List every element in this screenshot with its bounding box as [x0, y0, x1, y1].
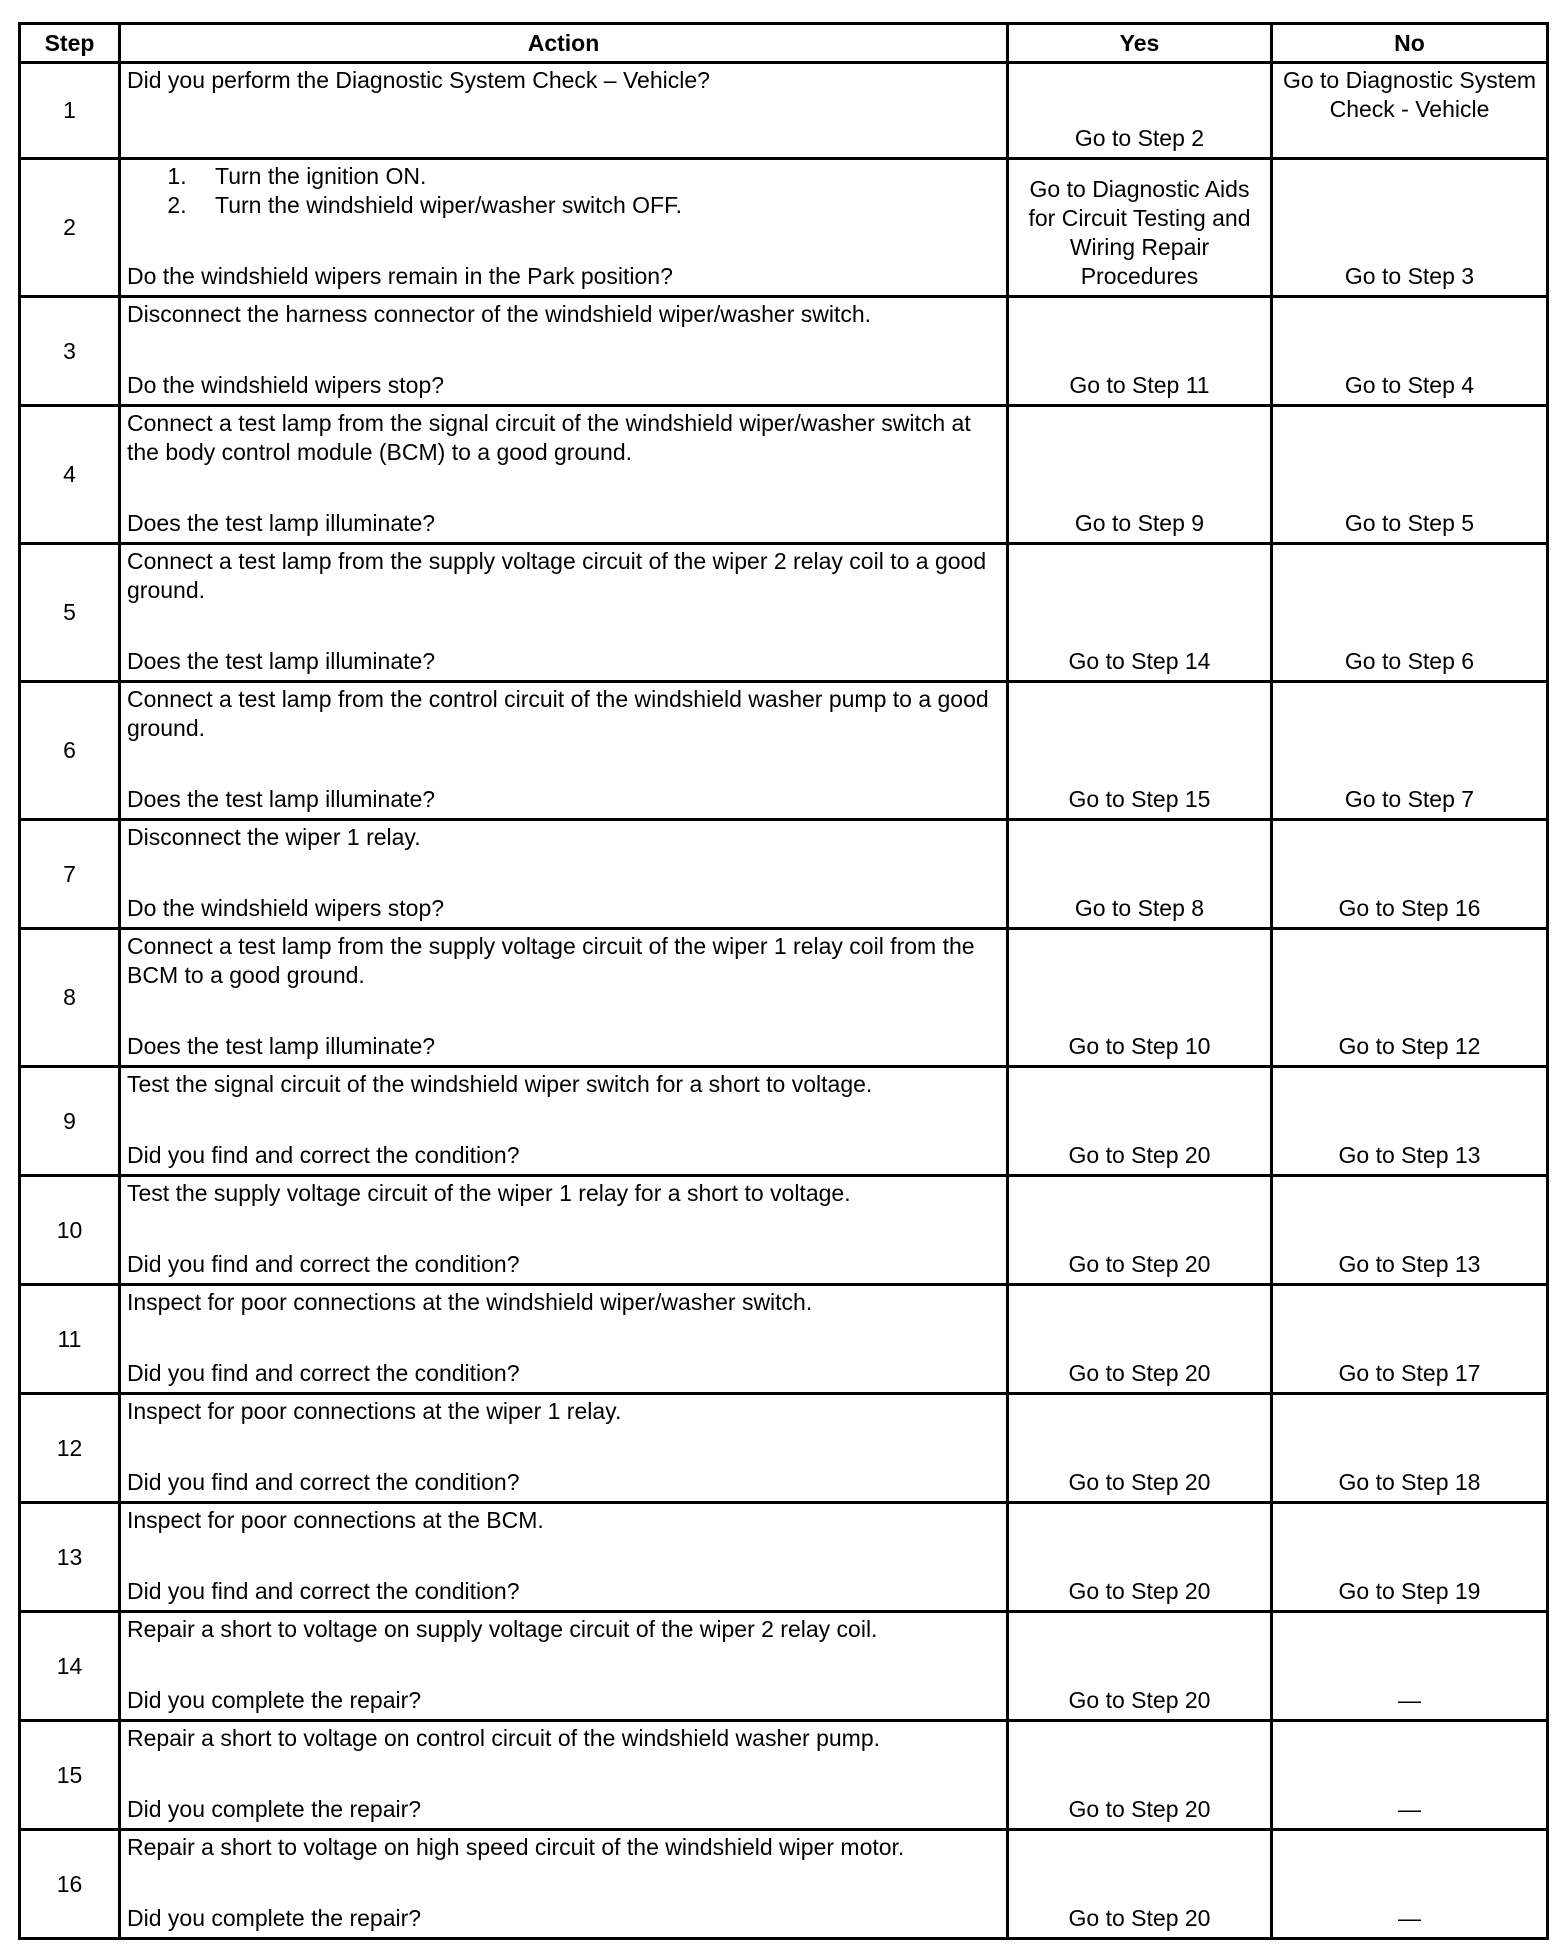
- step-number: 15: [20, 1721, 120, 1830]
- no-result: —: [1272, 1612, 1548, 1721]
- table-row: [20, 159, 1548, 297]
- table-row: [20, 1067, 1548, 1176]
- action-step-list-item: 1. Turn the ignition ON.: [193, 162, 1000, 191]
- header-yes: Yes: [1008, 24, 1272, 63]
- action-instruction: Connect a test lamp from the supply voltage circuit of the wiper 1 relay coil from the BCM to a good ground.: [127, 933, 975, 988]
- no-result: Go to Step 12: [1272, 929, 1548, 1067]
- step-number: 3: [20, 297, 120, 406]
- action-cell: [120, 159, 1008, 297]
- action-question: Do the windshield wipers remain in the Park position?: [127, 263, 673, 289]
- table-row: [20, 1830, 1548, 1939]
- table-row: [20, 544, 1548, 682]
- action-instruction: Test the signal circuit of the windshield wiper switch for a short to voltage.: [127, 1071, 873, 1097]
- table-row: [20, 682, 1548, 820]
- yes-result: Go to Step 20: [1008, 1503, 1272, 1612]
- action-question: Did you complete the repair?: [127, 1687, 422, 1713]
- yes-result: Go to Step 10: [1008, 929, 1272, 1067]
- table-row: [20, 1176, 1548, 1285]
- action-cell: [120, 297, 1008, 406]
- step-number: 10: [20, 1176, 120, 1285]
- action-instruction: Inspect for poor connections at the windshield wiper/washer switch.: [127, 1289, 813, 1315]
- no-result: Go to Step 13: [1272, 1176, 1548, 1285]
- action-question: Did you complete the repair?: [127, 1796, 422, 1822]
- yes-result: Go to Step 14: [1008, 544, 1272, 682]
- step-number: 2: [20, 159, 120, 297]
- action-question: Did you complete the repair?: [127, 1905, 422, 1931]
- action-question: Does the test lamp illuminate?: [127, 510, 436, 536]
- yes-result: Go to Step 9: [1008, 406, 1272, 544]
- no-result: Go to Step 7: [1272, 682, 1548, 820]
- step-number: 6: [20, 682, 120, 820]
- action-instruction: Repair a short to voltage on high speed circuit of the windshield wiper motor.: [127, 1834, 905, 1860]
- no-result: Go to Step 13: [1272, 1067, 1548, 1176]
- action-cell: [120, 820, 1008, 929]
- no-result: —: [1272, 1830, 1548, 1939]
- action-question: Did you find and correct the condition?: [127, 1251, 520, 1277]
- step-number: 5: [20, 544, 120, 682]
- no-result: —: [1272, 1721, 1548, 1830]
- step-number: 14: [20, 1612, 120, 1721]
- step-number: 1: [20, 63, 120, 159]
- action-cell: [120, 1503, 1008, 1612]
- action-cell: [120, 1285, 1008, 1394]
- action-cell: [120, 929, 1008, 1067]
- no-result: Go to Diagnostic System Check - Vehicle: [1272, 63, 1548, 159]
- no-result: Go to Step 4: [1272, 297, 1548, 406]
- step-number: 11: [20, 1285, 120, 1394]
- action-step-list: [165, 162, 1000, 220]
- action-instruction: Connect a test lamp from the control circuit of the windshield washer pump to a good ground.: [127, 686, 989, 741]
- yes-result: Go to Step 11: [1008, 297, 1272, 406]
- action-cell: [120, 1721, 1008, 1830]
- action-question: Did you find and correct the condition?: [127, 1469, 520, 1495]
- action-cell: [120, 406, 1008, 544]
- action-instruction: Connect a test lamp from the signal circuit of the windshield wiper/washer switch at the body control module (BCM) to a good ground.: [127, 410, 971, 465]
- yes-result: Go to Step 20: [1008, 1721, 1272, 1830]
- yes-result: Go to Step 20: [1008, 1285, 1272, 1394]
- yes-result: Go to Step 20: [1008, 1830, 1272, 1939]
- no-result: Go to Step 19: [1272, 1503, 1548, 1612]
- action-instruction: Repair a short to voltage on control circuit of the windshield washer pump.: [127, 1725, 881, 1751]
- yes-result: Go to Step 15: [1008, 682, 1272, 820]
- step-number: 16: [20, 1830, 120, 1939]
- yes-result: Go to Step 20: [1008, 1612, 1272, 1721]
- step-number: 8: [20, 929, 120, 1067]
- header-step: Step: [20, 24, 120, 63]
- action-question: Did you find and correct the condition?: [127, 1578, 520, 1604]
- yes-result: Go to Step 2: [1008, 63, 1272, 159]
- action-cell: [120, 544, 1008, 682]
- action-cell: [120, 1067, 1008, 1176]
- table-row: [20, 297, 1548, 406]
- action-instruction: Repair a short to voltage on supply voltage circuit of the wiper 2 relay coil.: [127, 1616, 878, 1642]
- yes-result: Go to Diagnostic Aids for Circuit Testing and Wiring Repair Procedures: [1008, 159, 1272, 297]
- table-row: [20, 63, 1548, 159]
- action-instruction: Test the supply voltage circuit of the wiper 1 relay for a short to voltage.: [127, 1180, 851, 1206]
- no-result: Go to Step 3: [1272, 159, 1548, 297]
- table-header-row: [20, 24, 1548, 63]
- action-instruction: Inspect for poor connections at the BCM.: [127, 1507, 544, 1533]
- no-result: Go to Step 5: [1272, 406, 1548, 544]
- no-result: Go to Step 17: [1272, 1285, 1548, 1394]
- table-row: [20, 929, 1548, 1067]
- action-cell: [120, 63, 1008, 159]
- no-result: Go to Step 6: [1272, 544, 1548, 682]
- table-row: [20, 1721, 1548, 1830]
- action-instruction: Disconnect the wiper 1 relay.: [127, 824, 421, 850]
- action-question: Do the windshield wipers stop?: [127, 372, 445, 398]
- table-row: [20, 1394, 1548, 1503]
- table-row: [20, 406, 1548, 544]
- step-number: 4: [20, 406, 120, 544]
- yes-result: Go to Step 8: [1008, 820, 1272, 929]
- action-question: Does the test lamp illuminate?: [127, 786, 436, 812]
- action-instruction: Did you perform the Diagnostic System Check – Vehicle?: [127, 67, 710, 93]
- action-question: Does the test lamp illuminate?: [127, 1033, 436, 1059]
- diagnostic-table: [18, 22, 1549, 1940]
- action-cell: [120, 1394, 1008, 1503]
- yes-result: Go to Step 20: [1008, 1394, 1272, 1503]
- table-row: [20, 820, 1548, 929]
- step-number: 9: [20, 1067, 120, 1176]
- table-row: [20, 1285, 1548, 1394]
- action-cell: [120, 1830, 1008, 1939]
- action-instruction: Inspect for poor connections at the wiper 1 relay.: [127, 1398, 622, 1424]
- action-question: Do the windshield wipers stop?: [127, 895, 445, 921]
- action-question: Did you find and correct the condition?: [127, 1142, 520, 1168]
- table-row: [20, 1503, 1548, 1612]
- header-no: No: [1272, 24, 1548, 63]
- step-number: 7: [20, 820, 120, 929]
- no-result: Go to Step 18: [1272, 1394, 1548, 1503]
- table-row: [20, 1612, 1548, 1721]
- step-number: 12: [20, 1394, 120, 1503]
- action-cell: [120, 682, 1008, 820]
- no-result: Go to Step 16: [1272, 820, 1548, 929]
- step-number: 13: [20, 1503, 120, 1612]
- action-step-list-item: 2. Turn the windshield wiper/washer switch OFF.: [193, 191, 1000, 220]
- action-question: Did you find and correct the condition?: [127, 1360, 520, 1386]
- diagnostic-table-container: [18, 22, 1546, 1940]
- action-cell: [120, 1612, 1008, 1721]
- action-question: Does the test lamp illuminate?: [127, 648, 436, 674]
- action-instruction: Connect a test lamp from the supply voltage circuit of the wiper 2 relay coil to a good ground.: [127, 548, 987, 603]
- action-cell: [120, 1176, 1008, 1285]
- header-action: Action: [120, 24, 1008, 63]
- yes-result: Go to Step 20: [1008, 1067, 1272, 1176]
- yes-result: Go to Step 20: [1008, 1176, 1272, 1285]
- action-instruction: Disconnect the harness connector of the windshield wiper/washer switch.: [127, 301, 872, 327]
